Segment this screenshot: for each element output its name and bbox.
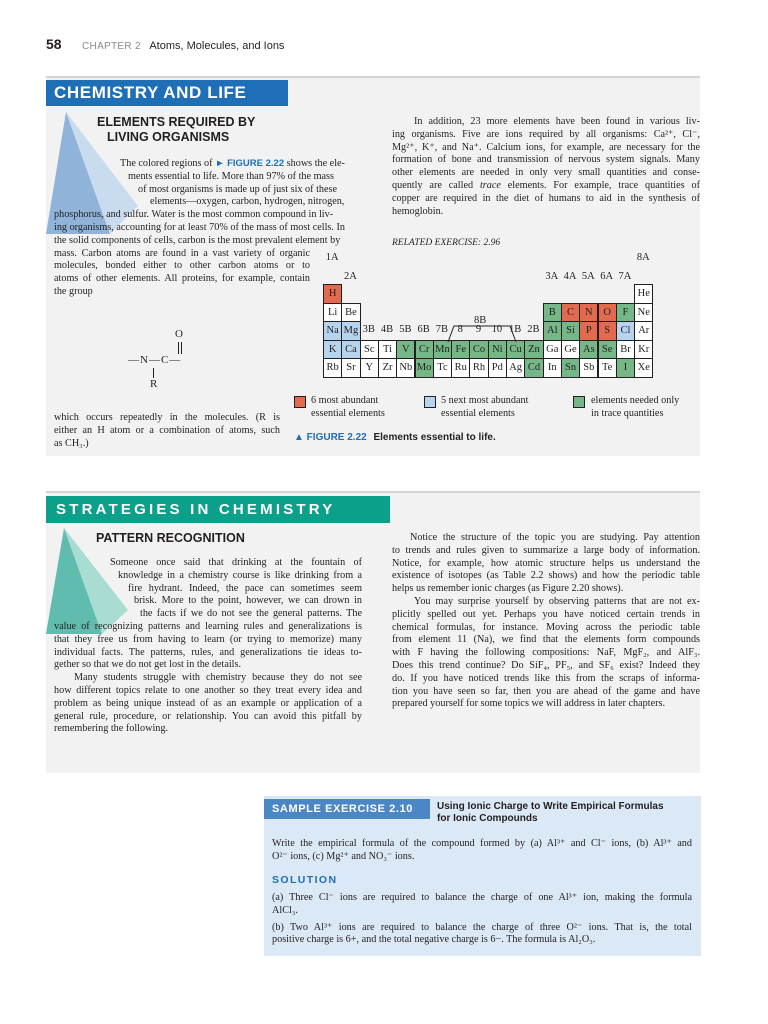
related-exercise[interactable]: RELATED EXERCISE: 2.96 [392,238,501,248]
text-line: elements—oxygen, carbon, hydrogen, nitrogen, [150,196,345,208]
text-line: Notice, for example, how atomic structure helps us understand the [392,557,700,569]
text-line: positive charge is 6+, and the total negative charge is 6−. The formula is Al₂O₃. [272,934,596,946]
element-mn: Mn [433,340,452,360]
element-xe: Xe [634,358,653,378]
structure-backbone: —N—C— [128,354,182,366]
element-h: H [323,284,342,304]
group-label-1b: 1B [509,324,522,336]
text-line: Notice the structure of the topic you are studying. Pay attention [410,532,700,543]
figure-caption [294,432,496,443]
chapter-label: CHAPTER 2 [82,41,141,52]
group-label-2a: 2A [344,271,357,282]
element-na: Na [323,321,342,341]
element-f: F [616,303,635,323]
element-ru: Ru [451,358,470,378]
element-nb: Nb [396,358,415,378]
group-label-5b: 5B [399,324,412,336]
figure-caption-text: Elements essential to life. [373,432,496,443]
text-line: to trends and rules given to summarize a large body of information. [392,544,700,556]
element-sc: Sc [360,340,379,360]
text-line: remembering the following. [54,723,169,735]
group-label-7a: 7A [618,271,632,282]
group-label-4a: 4A [563,271,577,282]
group-8b-bracket [446,324,518,344]
element-mo: Mo [415,358,434,378]
text-line: how different topics relate to one another so they treat every idea and [54,684,362,696]
element-he: He [634,284,653,304]
element-rh: Rh [469,358,488,378]
group-label-8b: 8B [474,315,487,326]
element-al: Al [543,321,562,341]
legend-text-red: 6 most abundant essential elements [311,395,385,419]
element-ga: Ga [543,340,562,360]
structure-double-bond [178,342,182,354]
legend-text-green: elements needed only in trace quantities [591,395,680,419]
element-cd: Cd [524,358,543,378]
text-line: molecules, bonded either to other carbon atoms or to [54,260,310,272]
text-line: gether so that we do not get lost in the details. [54,659,242,671]
text-line: chemical formulas, for instance. Moving across the periodic table [392,621,700,633]
element-ti: Ti [378,340,397,360]
group-structure [128,328,208,396]
element-cu: Cu [506,340,525,360]
element-zn: Zn [524,340,543,360]
sample-exercise-solution [272,892,692,947]
structure-single-bond [153,368,154,378]
element-sb: Sb [579,358,598,378]
text-line: the solid components of cells, carbon is the most prevalent element by [54,234,341,246]
text-line: In addition, 23 more elements have been found in various liv- [414,116,700,127]
element-se: Se [598,340,617,360]
strategies-banner: STRATEGIES IN CHEMISTRY [46,496,390,523]
text-line: with F having the following compositions: NaF, MgF₂, and AlF₃. [392,647,700,659]
element-sn: Sn [561,358,580,378]
element-b: B [543,303,562,323]
sample-exercise-title: Using Ionic Charge to Write Empirical Formulas for Ionic Compounds [437,801,664,824]
chem-life-left-after [54,412,280,450]
text-line: phosphorus, and sulfur. Water is the most common compound in liv- [54,209,334,221]
text-line: Someone once said that drinking at the fountain of [110,557,362,568]
text-line: copper are required in the diet of humans to aid in the synthesis of [392,192,700,204]
text-line: fire hydrant. Indeed, the pace can sometimes seem [128,582,362,594]
chemistry-and-life-banner: CHEMISTRY AND LIFE [46,80,288,106]
element-p: P [579,321,598,341]
group-label-6a: 6A [600,271,614,282]
element-sr: Sr [341,358,360,378]
element-s: S [598,321,617,341]
text-line: plicitly spelled out yet. Perhaps you have noticed certain trends in [392,608,700,620]
text-line: (a) Three Cl⁻ ions are required to balance the charge of one Al³⁺ ion, making the formula [272,892,692,903]
text-line: individual facts. The patterns, rules, and generalizations tie ideas to- [54,646,362,658]
element-kr: Kr [634,340,653,360]
text-line: existence of isotopes (as Table 2.2 shows) and how the periodic table [392,570,700,582]
element-y: Y [360,358,379,378]
page-number: 58 [46,36,62,52]
group-label-1a: 1A [325,252,339,264]
text-line: Mg²⁺, K⁺, and Na⁺. Calcium ions, for example, are necessary for the [392,141,700,153]
group-label-2b: 2B [527,324,540,336]
element-n: N [579,303,598,323]
element-ge: Ge [561,340,580,360]
element-tc: Tc [433,358,452,378]
heading-line-2: LIVING ORGANISMS [107,130,230,144]
strategies-right-text [392,532,700,711]
element-cr: Cr [415,340,434,360]
group-label-3b: 3B [362,324,375,336]
text-line: as CH₃.) [54,437,89,449]
element-si: Si [561,321,580,341]
structure-r-group: R [150,378,158,390]
legend-swatch-red [294,396,306,408]
chapter-title: Atoms, Molecules, and Ions [149,40,285,52]
element-ne: Ne [634,303,653,323]
group-label-4b: 4B [380,324,394,336]
text-line: value of recognizing patterns and learning rules and generalizations is [54,620,362,632]
element-c: C [561,303,580,323]
chemistry-and-life-rule [46,76,700,78]
running-header [46,36,284,56]
text-line: AlCl₃. [272,904,298,916]
element-cl: Cl [616,321,635,341]
element-be: Be [341,303,360,323]
text-line: tion you have seen so far, then you are ahead of the game and have [392,685,700,697]
heading-line-1: ELEMENTS REQUIRED BY [97,115,256,129]
text-line: of most organisms is made up of just six of these [138,183,338,195]
element-as: As [579,340,598,360]
pattern-recognition-heading: PATTERN RECOGNITION [96,531,245,545]
group-label-7b: 7B [435,324,449,336]
text-line: You may surprise yourself by observing patterns that are not ex- [414,595,700,607]
group-label-8a: 8A [636,252,650,264]
elements-required-heading [97,115,297,145]
text-line: ments essential to life. More than 97% of the mass [128,170,334,182]
group-label-10: 10 [491,324,503,336]
text-line: knowledge in a chemistry course is like drinking from a [118,569,362,581]
text-line: problem as being unique instead of as an example or application of a [54,697,362,709]
text-line: (b) Two Al³⁺ ions are required to balance the charge of three O²⁻ ions. That is, the total [272,921,692,933]
text-line: which occurs repeatedly in the molecules. (R is [54,412,280,423]
legend-text-blue: 5 next most abundant essential elements [441,395,529,419]
text-line: quently are called trace elements. For example, trace quantities of [392,179,700,191]
element-br: Br [616,340,635,360]
text-line: do. If you have noticed trends like this from the scraps of informa- [392,672,700,684]
group-label-9: 9 [475,324,482,336]
element-co: Co [469,340,488,360]
legend-swatch-blue [424,396,436,408]
element-ar: Ar [634,321,653,341]
text-line: ing organisms. Five are ions required by all organisms: Ca²⁺, Cl⁻, [392,128,700,140]
text-line: the group [54,285,93,297]
element-i: I [616,358,635,378]
text-line: helps us remember ionic charges (as Figure 2.20 shows). [392,583,624,595]
element-te: Te [598,358,617,378]
element-fe: Fe [451,340,470,360]
text-line: brisk. More to the point, however, we can drown in [134,595,362,607]
sample-exercise-problem [272,838,692,864]
text-line: Does this trend continue? Do SiF₄, PF₅, and SF₆ exist? Indeed they [392,659,700,671]
element-rb: Rb [323,358,342,378]
strategies-rule [46,491,700,493]
element-li: Li [323,303,342,323]
text-line: other elements are needed in only very small quantities and conse- [392,167,700,179]
text-line: formation of bone and transmission of nervous system signals. Many [392,154,700,166]
text-line: from element 11 (Na), we find that the elements form compounds [392,634,700,646]
text-line: either an H atom or a combination of atoms, such [54,424,280,436]
element-pd: Pd [488,358,507,378]
element-mg: Mg [341,321,360,341]
element-ca: Ca [341,340,360,360]
element-k: K [323,340,342,360]
chem-life-right-text [392,116,700,218]
strategies-left-text [54,557,362,736]
element-zr: Zr [378,358,397,378]
text-line: atoms of other elements. All proteins, for example, contain [54,273,310,285]
figure-caption-label: ▲ FIGURE 2.22 [294,432,367,443]
text-line: mass. Carbon atoms are found in a vast variety of organic [54,247,310,259]
element-v: V [396,340,415,360]
text-line: that they free us from having to learn (or trying to memorize) many [54,633,362,645]
sample-exercise-label: SAMPLE EXERCISE 2.10 [264,799,430,819]
text-line: ing organisms, accounting for at least 70% of the mass of most cells. In [54,221,345,233]
element-ni: Ni [488,340,507,360]
text-line: prepared yourself for some topics we will address in later chapters. [392,698,665,710]
solution-heading: SOLUTION [272,874,338,886]
text-line: Write the empirical formula of the compound formed by (a) Al³⁺ and Cl⁻ ions, (b) Al³⁺ and [272,838,692,849]
group-label-5a: 5A [581,271,595,282]
group-label-3a: 3A [545,271,559,282]
figure-reference[interactable]: ► FIGURE 2.22 [215,158,285,169]
text-line: the facts if we do not see the general patterns. The [140,608,362,620]
text-line: Many students struggle with chemistry because they do not see [74,672,362,684]
text-line: The colored regions of ► FIGURE 2.22 shows the ele- [120,158,345,169]
group-label-6b: 6B [417,324,430,336]
group-label-8: 8 [457,324,463,336]
text-line: hemoglobin. [392,205,444,217]
structure-oxygen: O [175,328,183,340]
element-ag: Ag [506,358,525,378]
element-in: In [543,358,562,378]
element-o: O [598,303,617,323]
text-line: O²⁻ ions, (c) Mg²⁺ and NO₃⁻ ions. [272,850,415,862]
text-line: general rule, procedure, or relationship. You can avoid this pitfall by [54,710,362,722]
legend-swatch-green [573,396,585,408]
